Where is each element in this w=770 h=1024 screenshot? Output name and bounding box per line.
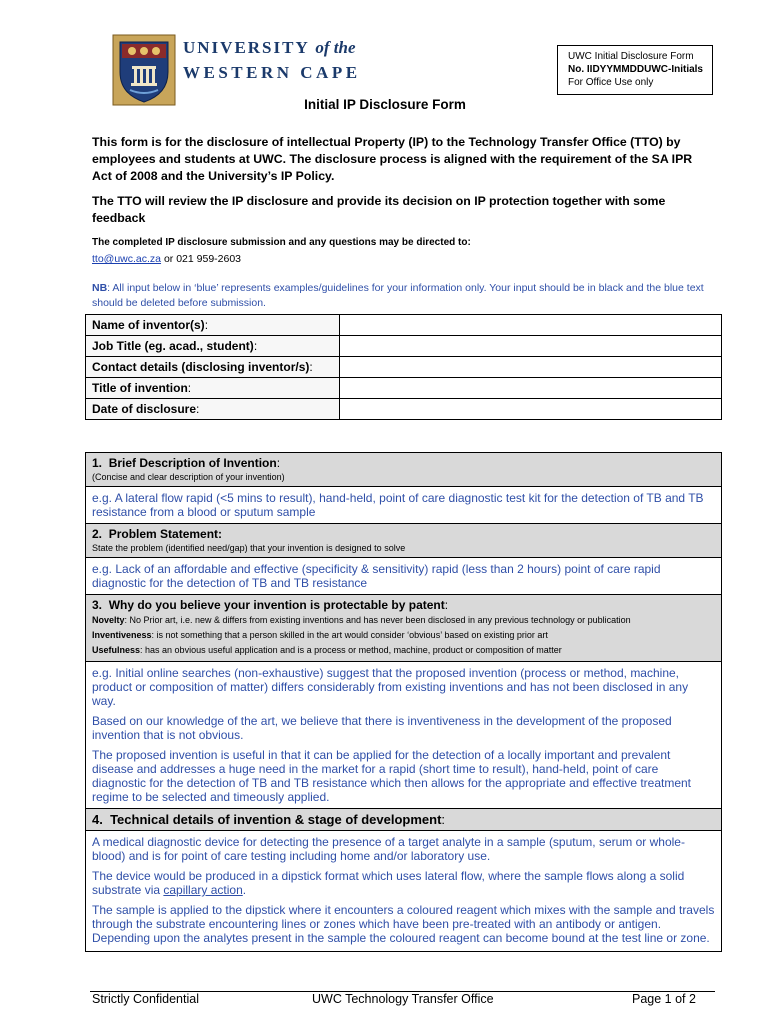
invention-title-field[interactable] [340, 378, 722, 399]
form-title: Initial IP Disclosure Form [304, 97, 466, 112]
section-4-header: 4. Technical details of invention & stage of development: [86, 809, 721, 831]
office-box-line1: UWC Initial Disclosure Form [568, 51, 694, 62]
section-1-subtitle: (Concise and clear description of your invention) [92, 472, 285, 482]
disclosure-date-field[interactable] [340, 399, 722, 420]
nb-label: NB [92, 282, 108, 294]
section-1-example: e.g. A lateral flow rapid (<5 mins to result), hand-held, point of care diagnostic test kit for the detection of TB and TB resistance from a blood or sputum sample [92, 491, 704, 519]
table-label: Title of invention: [86, 378, 340, 399]
nb-note [92, 281, 716, 311]
capillary-action-link[interactable]: capillary action [163, 883, 243, 897]
section-4-example-1: A medical diagnostic device for detecting the presence of a target analyte in a sample (sputum, serum or whole-blood) and is for point of care testing including home and/or laboratory use. [92, 835, 685, 863]
criterion-usefulness: Usefulness: has an obvious useful application and is a process or method, machine, product or composition of matter [92, 645, 562, 655]
section-2-header: 2. Problem Statement: State the problem (identified need/gap) that your invention is designed to solve [86, 524, 721, 558]
criterion-inventiveness: Inventiveness: is not something that a person skilled in the art would consider ‘obvious’ based on existing prior art [92, 630, 548, 640]
table-label: Date of disclosure: [86, 399, 340, 420]
section-4-input[interactable] [86, 831, 721, 951]
table-row [86, 336, 722, 357]
criterion-novelty: Novelty: No Prior art, i.e. new & differs from existing inventions and has never been disclosed in any previous technology or publication [92, 615, 631, 625]
footer-office: UWC Technology Transfer Office [312, 992, 494, 1006]
submission-note: The completed IP disclosure submission and any questions may be directed to: [92, 237, 471, 248]
table-label: Job Title (eg. acad., student): [86, 336, 340, 357]
section-3-example-3: The proposed invention is useful in that it can be applied for the detection of a locally important and prevalent disease and addresses a huge need in the market for a rapid (short time to result), hand-held, point of care diagnostic for the detection of TB and TB resistance which then allows for the appropriate and effective treatment regime to be selected and timeously applied. [92, 748, 692, 804]
section-3-input[interactable] [86, 662, 721, 809]
section-4-title: Technical details of invention & stage of development [110, 812, 442, 827]
section-2-title: Problem Statement: [108, 527, 223, 541]
university-name-line1: UNIVERSITY of the [183, 38, 356, 57]
inventor-info-table [85, 314, 722, 420]
section-2-subtitle: State the problem (identified need/gap) that your invention is designed to solve [92, 543, 406, 553]
section-1-header: 1. Brief Description of Invention: (Concise and clear description of your invention) [86, 453, 721, 487]
section-2-input[interactable] [86, 558, 721, 595]
table-row [86, 378, 722, 399]
university-crest-logo [112, 34, 176, 106]
intro-paragraph-1: This form is for the disclosure of intellectual Property (IP) to the Technology Transfer Office (TTO) by employees and students at UWC. The disclosure process is aligned with the requirement of the SA IPR Act of 2008 and the University’s IP Policy. [92, 135, 693, 183]
office-box-line2: No. IIDYYMMDDUWC-Initials [568, 64, 703, 75]
contact-line [92, 253, 241, 265]
intro-paragraph-2: The TTO will review the IP disclosure and provide its decision on IP protection together with some feedback [92, 194, 666, 225]
section-3-example-1: e.g. Initial online searches (non-exhaustive) suggest that the proposed invention (process or method, machine, product or composition of matter) differs considerably from existing inventions and has not been disclosed in any way. [92, 666, 689, 708]
office-use-box [557, 45, 713, 95]
section-4-example-2: The device would be produced in a dipstick format which uses lateral flow, where the sample flows along a solid substrate via capillary action. [92, 869, 685, 897]
email-link[interactable]: tto@uwc.ac.za [92, 253, 162, 265]
table-row [86, 399, 722, 420]
section-2-example: e.g. Lack of an affordable and effective (specificity & sensitivity) rapid (less than 2 hours) point of care rapid diagnostic for the detection of TB and TB resistance [92, 562, 661, 590]
disclosure-sections [85, 452, 722, 952]
university-name-line2: WESTERN CAPE [183, 63, 361, 82]
section-4-example-3: The sample is applied to the dipstick where it encounters a coloured reagent which mixes with the sample and travels through the substrate encountering lines or zones which have been pre-treated with an antibody or antigen. Depending upon the analytes present in the sample the coloured reagent can become bound at the test line or zone. [92, 903, 715, 945]
contact-details-field[interactable] [340, 357, 722, 378]
table-label: Name of inventor(s): [86, 315, 340, 336]
section-3-example-2: Based on our knowledge of the art, we believe that there is inventiveness in the development of the proposed invention that is not obvious. [92, 714, 672, 742]
section-1-input[interactable] [86, 487, 721, 524]
table-label: Contact details (disclosing inventor/s): [86, 357, 340, 378]
table-row [86, 315, 722, 336]
footer-confidential: Strictly Confidential [92, 992, 199, 1006]
inventor-name-field[interactable] [340, 315, 722, 336]
nb-text: : All input below in ‘blue’ represents examples/guidelines for your information only. Your input should be in black and the blue text should be deleted before submission. [92, 282, 704, 309]
footer-page-number: Page 1 of 2 [632, 992, 696, 1006]
office-box-line3: For Office Use only [568, 77, 654, 88]
section-3-header: 3. Why do you believe your invention is protectable by patent: Novelty: No Prior art, i.e. new & differs from existing inventions and has never been disclosed in any previous technology or publication Inventiveness: is not something that a person skilled in the art would consider ‘obvious’ based on existing prior art Usefulness: has an obvious useful application and is a process or method, machine, product or composition of matter [86, 595, 721, 662]
job-title-field[interactable] [340, 336, 722, 357]
table-row [86, 357, 722, 378]
section-1-title: Brief Description of Invention [108, 456, 277, 470]
phone-text: or 021 959-2603 [161, 253, 242, 265]
section-3-title: Why do you believe your invention is protectable by patent [108, 598, 445, 612]
